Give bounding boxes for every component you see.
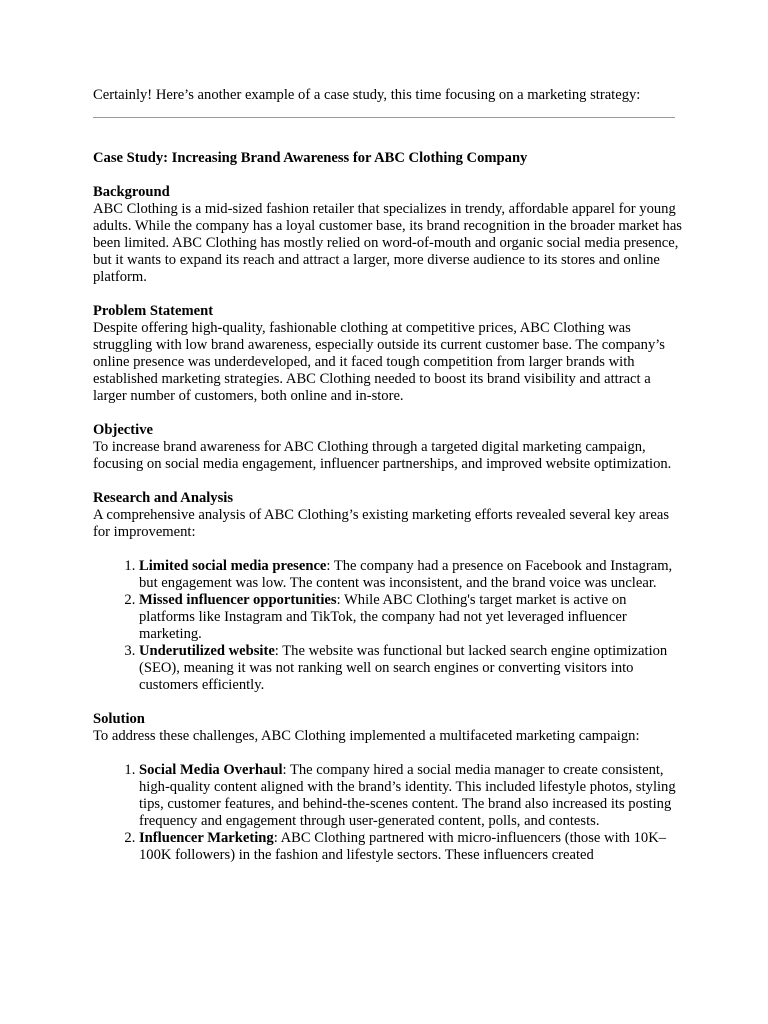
list-item-text: : While ABC Clothing's target market is active on platforms like Instagram and TikTok, the company had not yet leveraged influencer marketing. [139,592,627,642]
background-heading: Background [93,184,170,200]
list-item-term: Limited social media presence [139,558,327,574]
problem-heading: Problem Statement [93,303,214,319]
research-section [93,490,683,694]
research-text: A comprehensive analysis of ABC Clothing’s existing marketing efforts revealed several key areas for improvement: [93,507,670,540]
list-item-text: : The website was functional but lacked search engine optimization (SEO), meaning it was not ranking well on search engines or converting visitors into customers efficiently. [139,643,668,693]
list-item-term: Underutilized website [139,643,275,659]
background-section [93,184,683,286]
solution-text: To address these challenges, ABC Clothing implemented a multifaceted marketing campaign: [93,728,640,744]
list-item [139,830,683,864]
list-item [139,643,683,694]
background-text: ABC Clothing is a mid-sized fashion retailer that specializes in trendy, affordable apparel for young adults. While the company has a loyal customer base, its brand recognition in the broader market has been limited. ABC Clothing has mostly relied on word-of-mouth and organic social media presence, but it wants to expand its reach and attract a larger, more diverse audience to its stores and online platform. [93,201,682,285]
research-heading: Research and Analysis [93,490,234,506]
research-list [93,558,683,694]
list-item-term: Influencer Marketing [139,830,274,846]
list-item-text: : The company hired a social media manager to create consistent, high-quality content aligned with the brand’s identity. This included lifestyle photos, styling tips, customer features, and behind-the-scenes content. The brand also increased its posting frequency and engagement through user-generated content, polls, and contests. [139,762,676,829]
solution-section [93,711,683,864]
objective-text: To increase brand awareness for ABC Clothing through a targeted digital marketing campaign, focusing on social media engagement, influencer partnerships, and improved website optimization. [93,439,672,472]
list-item-term: Social Media Overhaul [139,762,283,778]
horizontal-rule [93,117,675,118]
case-study-title: Case Study: Increasing Brand Awareness for ABC Clothing Company [93,150,528,166]
objective-heading: Objective [93,422,153,438]
list-item [139,762,683,830]
list-item-term: Missed influencer opportunities [139,592,337,608]
problem-section [93,303,683,405]
objective-section [93,422,683,473]
document-page [93,87,683,881]
list-item [139,558,683,592]
list-item-text: : The company had a presence on Facebook and Instagram, but engagement was low. The content was inconsistent, and the brand voice was unclear. [139,558,673,591]
intro-text: Certainly! Here’s another example of a case study, this time focusing on a marketing strategy: [93,87,641,103]
solution-heading: Solution [93,711,145,727]
problem-text: Despite offering high-quality, fashionable clothing at competitive prices, ABC Clothing was struggling with low brand awareness, especially outside its current customer base. The company’s online presence was underdeveloped, and it faced tough competition from larger brands with established marketing strategies. ABC Clothing needed to boost its brand visibility and attract a larger number of customers, both online and in-store. [93,320,665,404]
solution-list [93,762,683,864]
list-item-text: : ABC Clothing partnered with micro-influencers (those with 10K–100K followers) in the fashion and lifestyle sectors. These influencers created [139,830,667,863]
list-item [139,592,683,643]
